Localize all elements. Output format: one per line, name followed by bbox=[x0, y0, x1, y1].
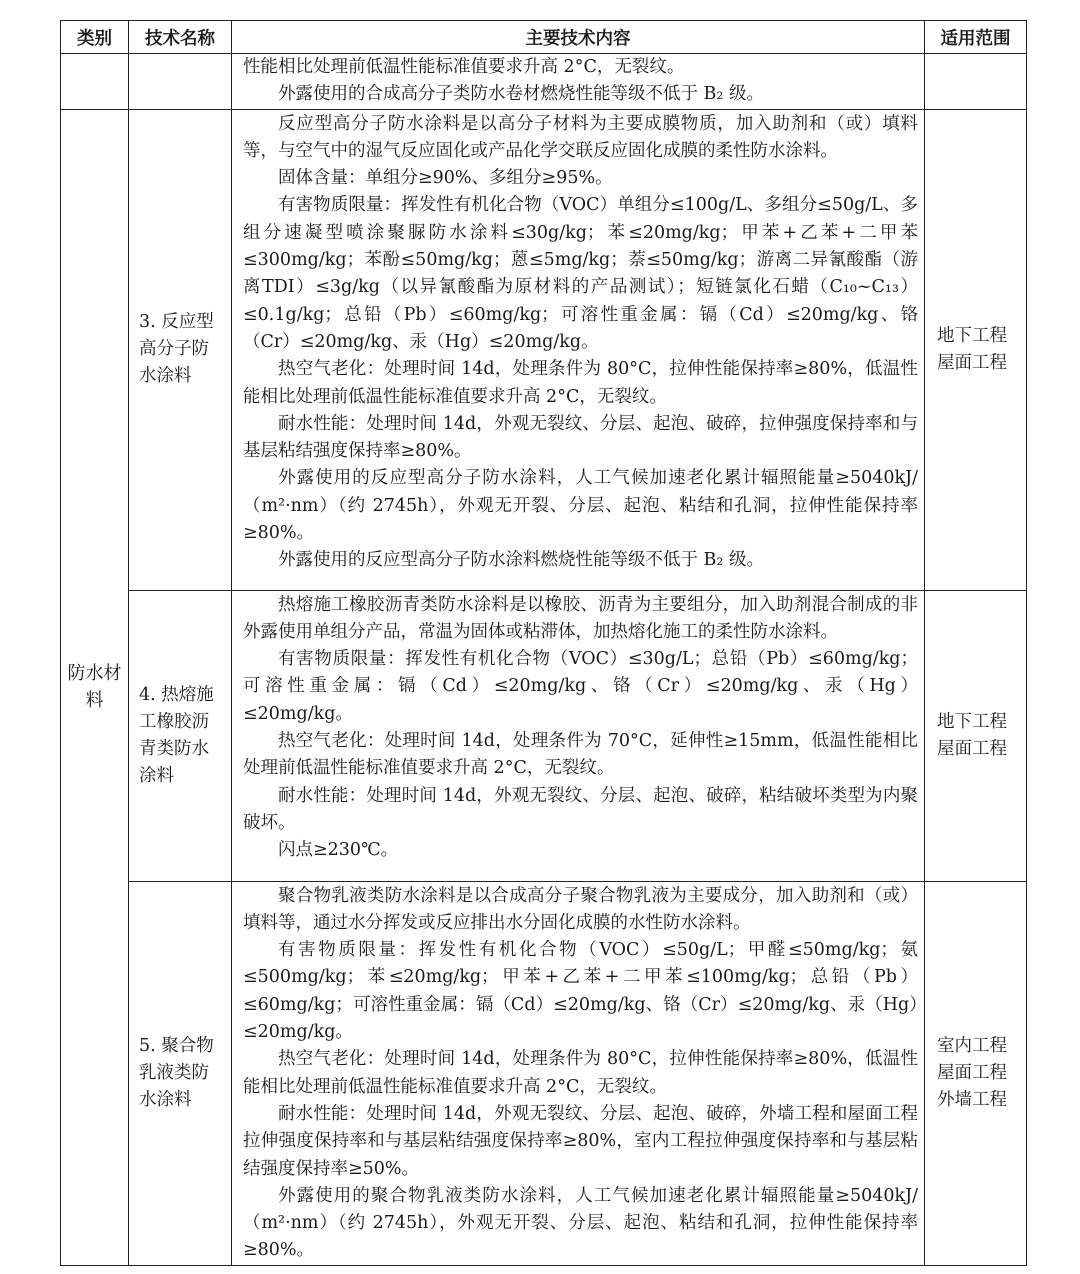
content-paragraph: 性能相比处理前低温性能标准值要求升高 2°C，无裂纹。 bbox=[243, 57, 685, 77]
content-paragraph: 热熔施工橡胶沥青类防水涂料是以橡胶、沥青为主要组分，加入助剂混合制成的非外露使用单组分产品，常温为固体或粘滞体，加热熔化施工的柔性防水涂料。 bbox=[243, 594, 918, 642]
content-paragraph: 外露使用的反应型高分子防水涂料燃烧性能等级不低于 B₂ 级。 bbox=[278, 550, 764, 571]
tech-name-cell: 3. 反应型高分子防水涂料 bbox=[129, 109, 232, 590]
header-category: 类别 bbox=[61, 21, 129, 54]
content-paragraph: 有害物质限量：挥发性有机化合物（VOC）单组分≤100g/L、多组分≤50g/L、多组分速凝型喷涂聚脲防水涂料≤30g/kg；苯≤20mg/kg；甲苯+乙苯+二甲苯≤300mg/kg；苯酚≤50mg/kg；蒽≤5mg/kg；萘≤50mg/kg；游离二异氰酸酯（游离TDI）≤3g/kg（以异氰酸酯为原材料的产品测试）；短链氯化石蜡（C₁₀~C₁₃）≤0.1g/kg；总铅（Pb）≤60mg/kg；可溶性重金属：镉（Cd）≤20mg/kg、铬（Cr）≤20mg/kg、汞（Hg）≤20mg/kg。 bbox=[243, 195, 918, 352]
scope-item: 地下工程 bbox=[937, 325, 1007, 346]
content-cell bbox=[232, 590, 925, 881]
content-paragraph: 聚合物乳液类防水涂料是以合成高分子聚合物乳液为主要成分，加入助剂和（或）填料等，通过水分挥发或反应排出水分固化成膜的水性防水涂料。 bbox=[243, 885, 918, 933]
table-row bbox=[61, 109, 1027, 590]
header-row bbox=[61, 21, 1027, 54]
scope-item: 屋面工程 bbox=[937, 738, 1007, 759]
tech-name-cell: 4. 热熔施工橡胶沥青类防水涂料 bbox=[129, 590, 232, 881]
scope-item: 屋面工程 bbox=[937, 1062, 1007, 1083]
scope-cell bbox=[925, 590, 1027, 881]
table-row bbox=[61, 54, 1027, 110]
table-row bbox=[61, 881, 1027, 1265]
content-paragraph: 热空气老化：处理时间 14d，处理条件为 70°C，延伸性≥15mm，低温性能相比处理前低温性能标准值要求升高 2°C，无裂纹。 bbox=[243, 731, 918, 779]
content-paragraph: 外露使用的聚合物乳液类防水涂料，人工气候加速老化累计辐照能量≥5040kJ/（m²·nm）（约 2745h），外观无开裂、分层、起泡、粘结和孔洞，拉伸性能保持率≥80%。 bbox=[243, 1185, 918, 1261]
header-scope: 适用范围 bbox=[925, 21, 1027, 54]
category-cell-empty bbox=[61, 54, 129, 110]
scope-cell-empty bbox=[925, 54, 1027, 110]
content-paragraph: 固体含量：单组分≥90%、多组分≥95%。 bbox=[278, 168, 613, 189]
tech-name-cell: 5. 聚合物乳液类防水涂料 bbox=[129, 881, 232, 1265]
scope-item: 外墙工程 bbox=[937, 1089, 1007, 1110]
scope-cell bbox=[925, 109, 1027, 590]
scope-cell bbox=[925, 881, 1027, 1265]
tech-table bbox=[60, 20, 1027, 1266]
table-row bbox=[61, 590, 1027, 881]
scope-item: 屋面工程 bbox=[937, 352, 1007, 373]
content-paragraph: 有害物质限量：挥发性有机化合物（VOC）≤50g/L；甲醛≤50mg/kg；氨≤500mg/kg；苯≤20mg/kg；甲苯+乙苯+二甲苯≤100mg/kg；总铅（Pb）≤60mg/kg；可溶性重金属：镉（Cd）≤20mg/kg、铬（Cr）≤20mg/kg、汞（Hg）≤20mg/kg。 bbox=[243, 940, 918, 1043]
header-content: 主要技术内容 bbox=[232, 21, 925, 54]
content-paragraph: 热空气老化：处理时间 14d，处理条件为 80°C，拉伸性能保持率≥80%，低温性能相比处理前低温性能标准值要求升高 2°C，无裂纹。 bbox=[243, 359, 918, 407]
content-paragraph: 热空气老化：处理时间 14d，处理条件为 80°C，拉伸性能保持率≥80%，低温性能相比处理前低温性能标准值要求升高 2°C，无裂纹。 bbox=[243, 1049, 918, 1097]
content-paragraph: 外露使用的反应型高分子防水涂料，人工气候加速老化累计辐照能量≥5040kJ/（m²·nm）（约 2745h），外观无开裂、分层、起泡、粘结和孔洞，拉伸性能保持率≥80%。 bbox=[243, 468, 918, 544]
content-paragraph: 闪点≥230℃。 bbox=[278, 840, 399, 861]
scope-item: 室内工程 bbox=[937, 1035, 1007, 1056]
content-paragraph: 外露使用的合成高分子类防水卷材燃烧性能等级不低于 B₂ 级。 bbox=[278, 84, 764, 105]
content-cell bbox=[232, 109, 925, 590]
name-cell-empty bbox=[129, 54, 232, 110]
scope-item: 地下工程 bbox=[937, 711, 1007, 732]
content-cell bbox=[232, 881, 925, 1265]
category-cell: 防水材料 bbox=[61, 109, 129, 1265]
content-paragraph: 耐水性能：处理时间 14d，外观无裂纹、分层、起泡、破碎，粘结破坏类型为内聚破坏。 bbox=[243, 785, 918, 833]
header-name: 技术名称 bbox=[129, 21, 232, 54]
content-paragraph: 反应型高分子防水涂料是以高分子材料为主要成膜物质，加入助剂和（或）填料等，与空气中的湿气反应固化或产品化学交联反应固化成膜的柔性防水涂料。 bbox=[243, 113, 918, 161]
content-paragraph: 有害物质限量：挥发性有机化合物（VOC）≤30g/L；总铅（Pb）≤60mg/kg；可溶性重金属：镉（Cd）≤20mg/kg、铬（Cr）≤20mg/kg、汞（Hg）≤20mg/kg。 bbox=[243, 649, 918, 724]
content-paragraph: 耐水性能：处理时间 14d，外观无裂纹、分层、起泡、破碎，拉伸强度保持率和与基层粘结强度保持率≥80%。 bbox=[243, 413, 918, 462]
content-cell bbox=[232, 54, 925, 110]
content-paragraph: 耐水性能：处理时间 14d，外观无裂纹、分层、起泡、破碎，外墙工程和屋面工程拉伸强度保持率和与基层粘结强度保持率≥80%，室内工程拉伸强度保持率和与基层粘结强度保持率≥50%。 bbox=[243, 1103, 918, 1179]
